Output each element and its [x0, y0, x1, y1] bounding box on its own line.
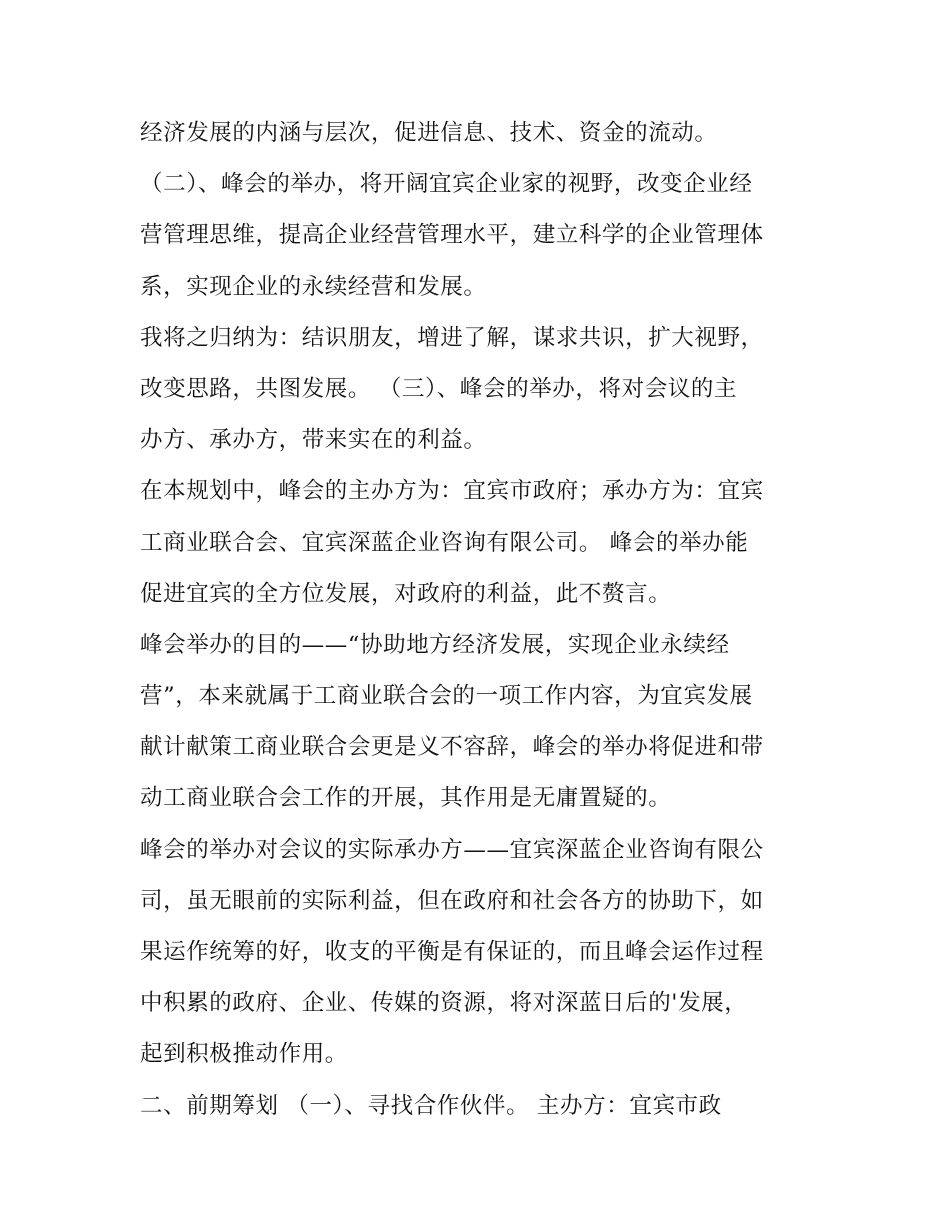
text-line: 献计献策工商业联合会更是义不容辞，峰会的举办将促进和带: [140, 734, 764, 761]
text-line: 二、前期筹划 （一）、寻找合作伙伴。 主办方：宜宾市政: [140, 1092, 722, 1119]
text-line: 促进宜宾的全方位发展，对政府的利益，此不赘言。: [140, 580, 672, 607]
text-line: 营”，本来就属于工商业联合会的一项工作内容，为宜宾发展: [140, 683, 753, 710]
text-line: 工商业联合会、宜宾深蓝企业咨询有限公司。 峰会的举办能: [140, 529, 749, 556]
text-line: 峰会的举办对会议的实际承办方——宜宾深蓝企业咨询有限公: [140, 836, 764, 863]
text-line: 经济发展的内涵与层次，促进信息、技术、资金的流动。: [140, 120, 718, 146]
text-line: 办方、承办方，带来实在的利益。: [140, 427, 487, 454]
text-line: 改变思路，共图发展。 （三）、峰会的举办，将对会议的主: [140, 375, 738, 402]
body-text: [140, 108, 820, 1132]
text-line: 营管理思维，提高企业经营管理水平，建立科学的企业管理体: [140, 222, 764, 249]
text-line: 峰会举办的目的——“协助地方经济发展，实现企业永续经: [140, 631, 730, 658]
text-line: 起到积极推动作用。: [140, 1041, 348, 1068]
text-line: 中积累的政府、企业、传媒的资源，将对深蓝日后的'发展，: [140, 990, 748, 1017]
text-line: 我将之归纳为：结识朋友，增进了解，谋求共识，扩大视野，: [140, 324, 764, 351]
text-line: 系，实现企业的永续经营和发展。: [140, 273, 487, 300]
text-line: （二）、峰会的举办，将开阔宜宾企业家的视野，改变企业经: [140, 171, 753, 198]
text-line: 司，虽无眼前的实际利益，但在政府和社会各方的协助下，如: [140, 887, 764, 914]
text-line: 动工商业联合会工作的开展，其作用是无庸置疑的。: [140, 785, 672, 812]
text-line: 果运作统筹的好，收支的平衡是有保证的，而且峰会运作过程: [140, 939, 764, 965]
text-line: 在本规划中，峰会的主办方为：宜宾市政府；承办方为：宜宾: [140, 478, 764, 505]
